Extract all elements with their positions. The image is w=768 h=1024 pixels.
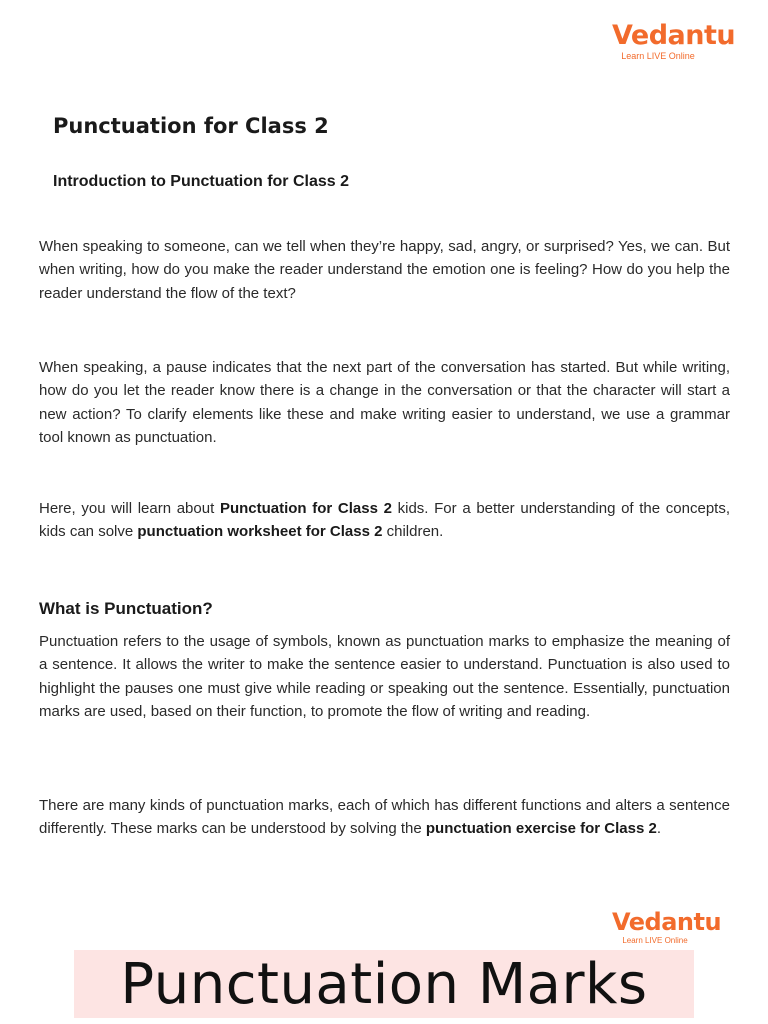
intro-heading: Introduction to Punctuation for Class 2 [53,173,349,190]
bold-phrase: Punctuation for Class 2 [219,500,392,517]
bold-phrase: punctuation exercise for Class 2 [425,820,657,838]
logo-wordmark: Vedantu [612,908,722,936]
logo-wordmark: Vedantu [612,20,736,51]
intro-paragraph-2: When speaking, a pause indicates that the next part of the conversation has started. But while writing, how do you let the reader know there is a change in the conversation or that the character will start a new action? To clarify elements like these and make writing easier to understand, we use a grammar tool known as punctuation. [39,359,730,446]
text-run: children. [382,523,444,541]
page-title: Punctuation for Class 2 [53,114,329,138]
title-banner [74,950,694,1018]
marks-paragraph [39,794,730,841]
text-run: Here, you will learn about [39,500,220,517]
vedantu-logo-bottom [612,908,722,945]
banner-text: Punctuation Marks [120,951,648,1017]
text-run: . [656,820,661,838]
vedantu-logo [612,20,736,61]
intro-paragraph-3 [39,497,730,544]
definition-paragraph: Punctuation refers to the usage of symbols, known as punctuation marks to emphasize the meaning of a sentence. It allows the writer to make the sentence easier to understand. Punctuation is also used to highlight the pauses one must give while reading or speaking out the sentence. Essentially, punctuation marks are used, based on their function, to promote the flow of writing and reading. [39,633,730,720]
logo-tagline: Learn LIVE Online [622,936,688,945]
intro-paragraph-1: When speaking to someone, can we tell when they’re happy, sad, angry, or surprised? Yes, we can. But when writing, how do you make the reader understand the emotion one is feeling? How do you help the reader understand the flow of the text? [39,238,730,302]
bold-phrase: punctuation worksheet for Class 2 [137,523,383,541]
text-run: kids. For a better understanding of the concepts, kids can solve [39,500,730,541]
text-run: There are many kinds of punctuation marks, each of which has different functions and alters a sentence differently. These marks can be understood by solving the [39,797,730,838]
logo-tagline: Learn LIVE Online [621,51,695,61]
section-heading: What is Punctuation? [39,599,213,618]
